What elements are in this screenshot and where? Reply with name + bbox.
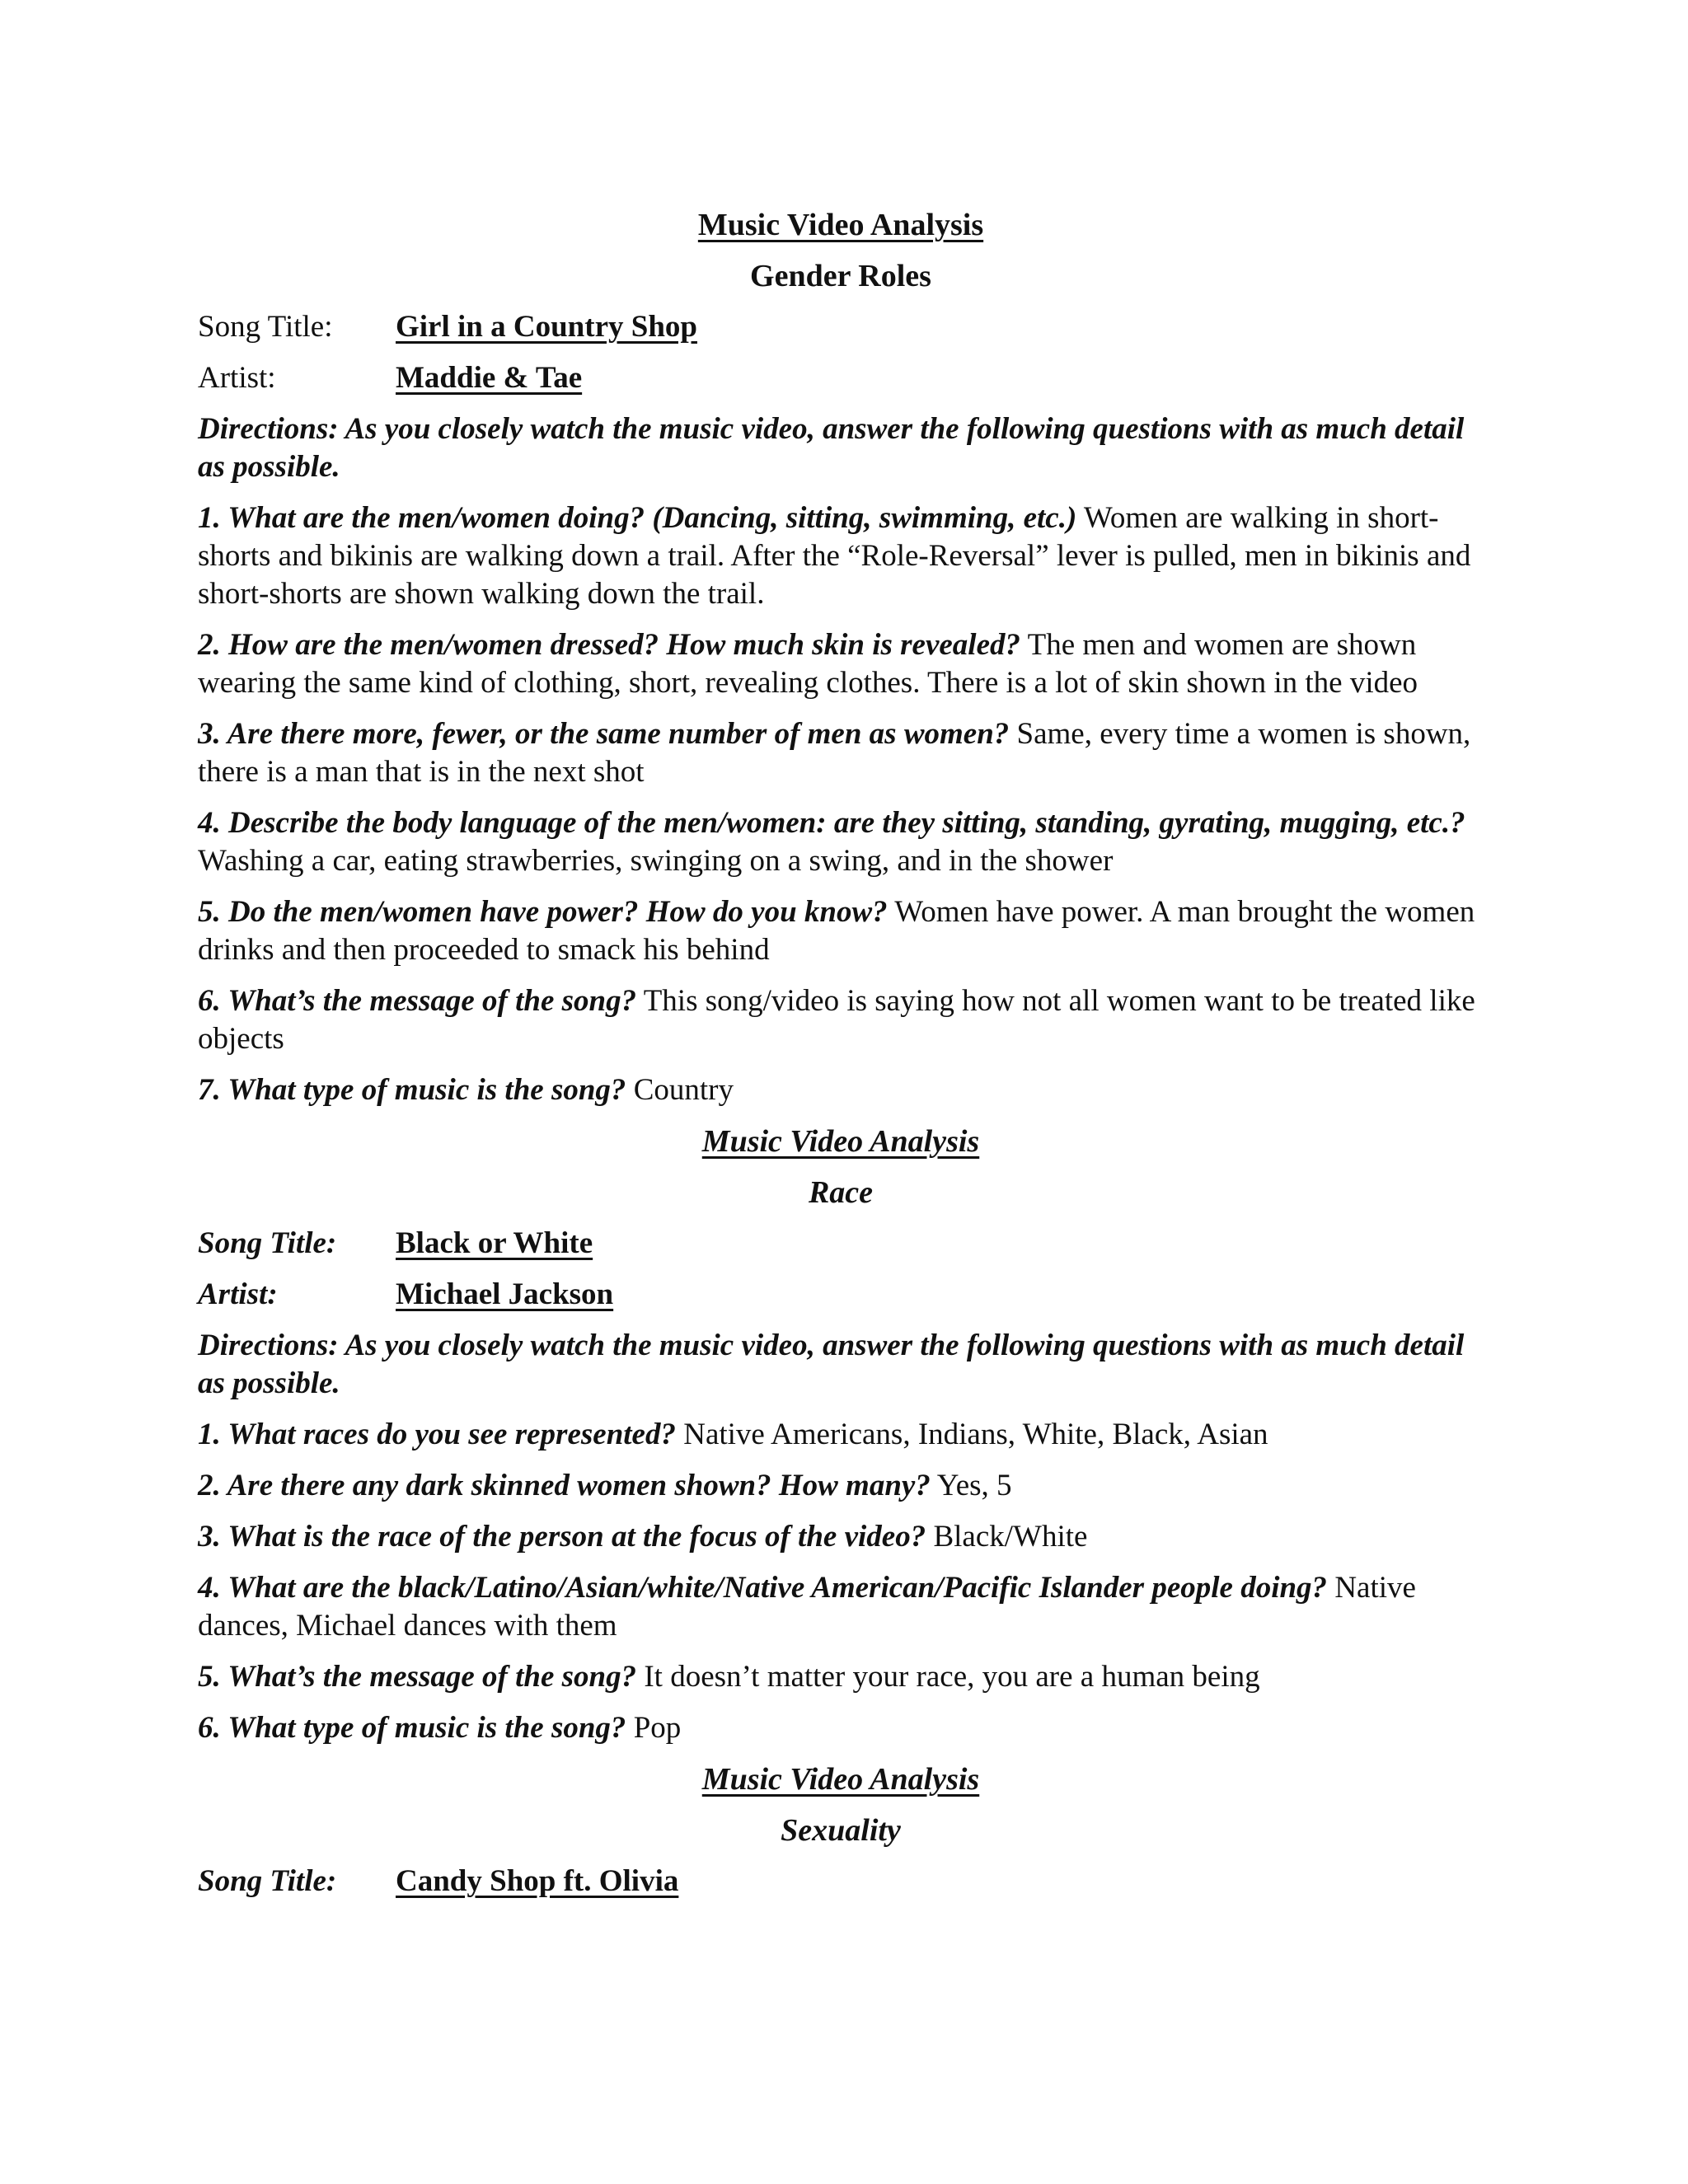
- answer-text: Native dances, Michael dances with them: [198, 1571, 1416, 1643]
- song-title-label: Song Title:: [198, 310, 333, 344]
- answer-text: Women have power. A man brought the women drinks and then proceeded to smack his behind: [198, 895, 1475, 967]
- section-title: Music Video Analysis: [701, 1762, 980, 1797]
- question-item: [198, 1071, 1484, 1109]
- answer-text: Same, every time a women is shown, there is a man that is in the next shot: [198, 717, 1471, 789]
- answer-text: Pop: [633, 1711, 682, 1745]
- artist-value: Michael Jackson: [396, 1277, 614, 1311]
- artist-value: Maddie & Tae: [396, 361, 583, 395]
- question-text: 3. What is the race of the person at the focus of the video?: [198, 1520, 926, 1554]
- section-title: Music Video Analysis: [701, 1124, 980, 1159]
- answer-text: This song/video is saying how not all women want to be treated like objects: [198, 984, 1475, 1056]
- song-title-value: Black or White: [396, 1226, 593, 1260]
- song-title-value: Girl in a Country Shop: [396, 310, 697, 344]
- question-item: [198, 1467, 1484, 1505]
- answer-text: Black/White: [933, 1520, 1088, 1554]
- answer-text: Yes, 5: [936, 1469, 1012, 1502]
- question-text: 7. What type of music is the song?: [198, 1073, 626, 1107]
- document-page: [198, 206, 1484, 1914]
- question-item: [198, 715, 1484, 791]
- question-text: 3. Are there more, fewer, or the same number of men as women?: [198, 717, 1010, 751]
- song-title-label: Song Title:: [198, 1226, 337, 1260]
- answer-text: It doesn’t matter your race, you are a human being: [644, 1660, 1260, 1694]
- directions: Directions: As you closely watch the music video, answer the following questions with as much detail as possible.: [198, 412, 1465, 484]
- question-item: [198, 1658, 1484, 1696]
- question-item: [198, 1416, 1484, 1454]
- song-title-row: [198, 1863, 1484, 1900]
- question-item: [198, 1569, 1484, 1645]
- artist-label: Artist:: [198, 361, 276, 395]
- question-text: 1. What races do you see represented?: [198, 1418, 676, 1451]
- question-item: [198, 804, 1484, 880]
- question-item: [198, 1709, 1484, 1747]
- question-text: 6. What’s the message of the song?: [198, 984, 637, 1018]
- artist-row: [198, 359, 1484, 397]
- question-text: 1. What are the men/women doing? (Dancing, sitting, swimming, etc.): [198, 501, 1077, 535]
- answer-text: Country: [633, 1073, 734, 1107]
- answer-text: Women are walking in short-shorts and bikinis are walking down a trail. After the “Role-Reversal” lever is pulled, men in bikinis and short-shorts are shown walking down the trail.: [198, 501, 1471, 611]
- question-text: 2. Are there any dark skinned women shown? How many?: [198, 1469, 931, 1502]
- question-item: [198, 982, 1484, 1058]
- question-text: 4. Describe the body language of the men/women: are they sitting, standing, gyrating, mugging, etc.?: [198, 806, 1465, 840]
- song-title-row: [198, 308, 1484, 346]
- section-subtitle: Sexuality: [781, 1813, 901, 1848]
- question-text: 2. How are the men/women dressed? How much skin is revealed?: [198, 628, 1020, 662]
- question-item: [198, 499, 1484, 613]
- answer-text: The men and women are shown wearing the same kind of clothing, short, revealing clothes. There is a lot of skin shown in the video: [198, 628, 1418, 700]
- section-subtitle: Gender Roles: [750, 259, 931, 293]
- question-text: 5. Do the men/women have power? How do you know?: [198, 895, 888, 929]
- answer-text: Native Americans, Indians, White, Black, Asian: [683, 1418, 1268, 1451]
- question-text: 6. What type of music is the song?: [198, 1711, 626, 1745]
- artist-row: [198, 1276, 1484, 1314]
- question-item: [198, 626, 1484, 702]
- song-title-row: [198, 1225, 1484, 1263]
- section-title: Music Video Analysis: [697, 208, 984, 242]
- directions: Directions: As you closely watch the music video, answer the following questions with as much detail as possible.: [198, 1329, 1465, 1400]
- artist-label: Artist:: [198, 1277, 278, 1311]
- question-item: [198, 1518, 1484, 1556]
- question-item: [198, 893, 1484, 969]
- question-text: 4. What are the black/Latino/Asian/white/Native American/Pacific Islander people doing?: [198, 1571, 1328, 1605]
- song-title-value: Candy Shop ft. Olivia: [396, 1864, 679, 1898]
- answer-text: Washing a car, eating strawberries, swinging on a swing, and in the shower: [198, 844, 1114, 878]
- section-subtitle: Race: [808, 1175, 874, 1210]
- question-text: 5. What’s the message of the song?: [198, 1660, 637, 1694]
- song-title-label: Song Title:: [198, 1864, 337, 1898]
